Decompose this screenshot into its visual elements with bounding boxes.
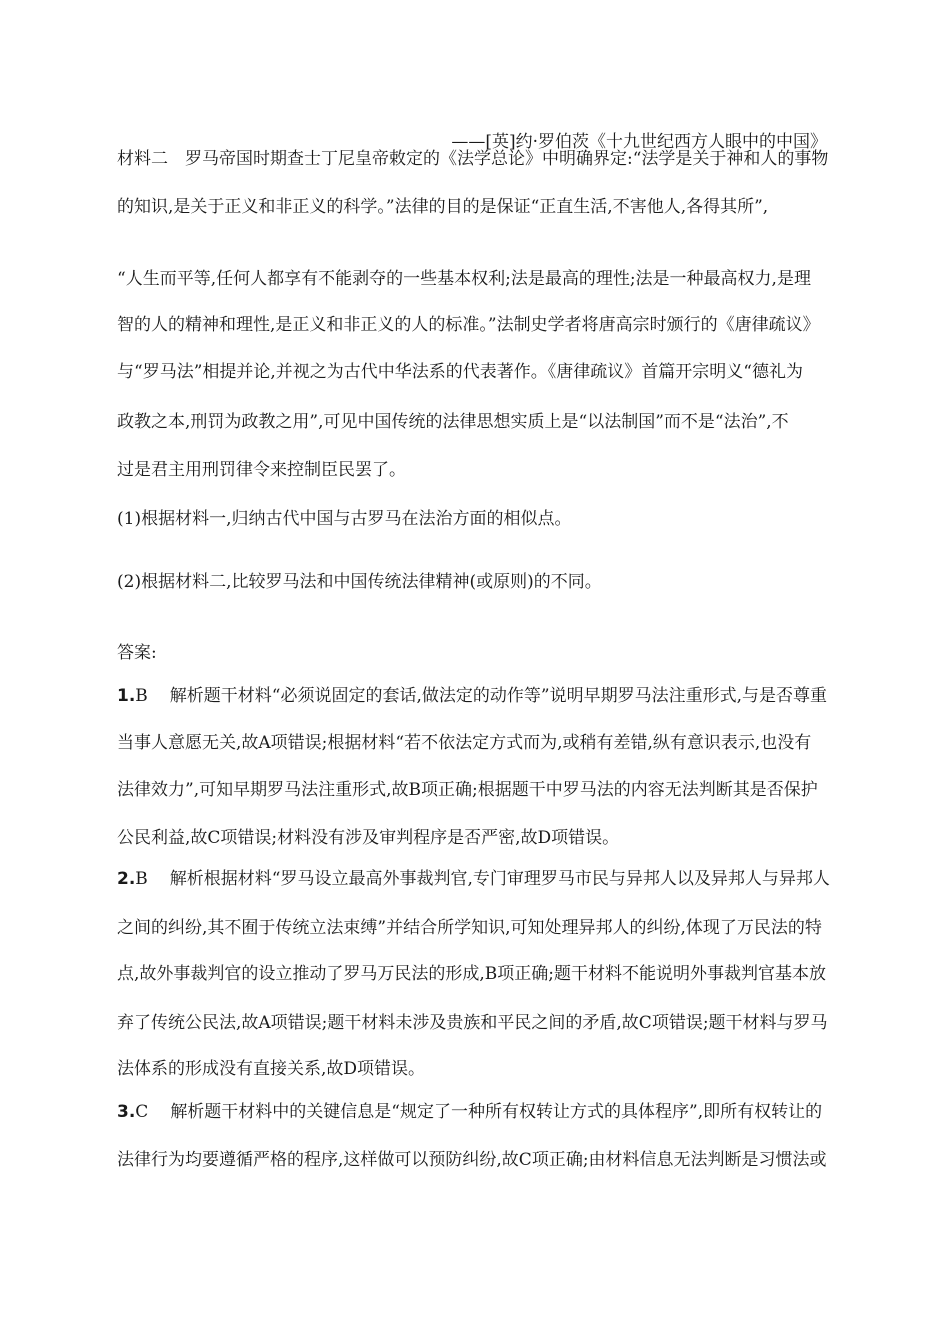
answer-explanation-line: 弃了传统公民法,故A项错误;题干材料未涉及贵族和平民之间的矛盾,故C项错误;题干材料与罗马 <box>117 1013 828 1033</box>
answer-explanation-line: 当事人意愿无关,故A项错误;根据材料“若不依法定方式而为,或稍有差错,纵有意识表示,也没有 <box>117 733 812 753</box>
answer-explanation-line: 解析题干材料“必须说固定的套话,做法定的动作等”说明早期罗马法注重形式,与是否尊重 <box>169 686 827 706</box>
answer-1-first-line <box>117 685 827 707</box>
material-two-line: 智的人的精神和理性,是正义和非正义的人的标准。”法制史学者将唐高宗时颁行的《唐律疏议》 <box>117 315 820 335</box>
answer-number: 1. <box>117 686 136 706</box>
answer-explanation-line: 公民利益,故C项错误;材料没有涉及审判程序是否严密,故D项错误。 <box>117 828 620 848</box>
answer-explanation-line: 法律效力”,可知早期罗马法注重形式,故B项正确;根据题干中罗马法的内容无法判断其是否保护 <box>117 780 818 800</box>
answer-explanation-line: 之间的纠纷,其不囿于传统立法束缚”并结合所学知识,可知处理异邦人的纠纷,体现了万民法的特 <box>117 918 822 938</box>
answers-label: 答案: <box>117 643 157 663</box>
material-two-line: 材料二 罗马帝国时期查士丁尼皇帝敕定的《法学总论》中明确界定:“法学是关于神和人的事物 <box>117 149 829 169</box>
answer-choice: B <box>135 686 148 706</box>
answer-number: 2. <box>117 869 136 889</box>
material-two-line: 的知识,是关于正义和非正义的科学。”法律的目的是保证“正直生活,不害他人,各得其所”, <box>117 197 769 217</box>
source-citation: ——[英]约·罗伯茨《十九世纪西方人眼中的中国》 <box>451 132 827 152</box>
question-one: (1)根据材料一,归纳古代中国与古罗马在法治方面的相似点。 <box>117 509 572 529</box>
material-two-line: 与“罗马法”相提并论,并视之为古代中华法系的代表著作。《唐律疏议》首篇开宗明义“德礼为 <box>117 362 803 382</box>
material-two-line: 政教之本,刑罚为政教之用”,可见中国传统的法律思想实质上是“以法制国”而不是“法治”,不 <box>117 412 789 432</box>
answer-choice: C <box>135 1102 149 1122</box>
answer-explanation-line: 点,故外事裁判官的设立推动了罗马万民法的形成,B项正确;题干材料不能说明外事裁判官基本放 <box>117 964 827 984</box>
material-two-line: 过是君主用刑罚律令来控制臣民罢了。 <box>117 460 406 480</box>
answer-explanation-line: 法律行为均要遵循严格的程序,这样做可以预防纠纷,故C项正确;由材料信息无法判断是习惯法或 <box>117 1150 827 1170</box>
material-two-line: “人生而平等,任何人都享有不能剥夺的一些基本权利;法是最高的理性;法是一种最高权力,是理 <box>117 269 811 289</box>
answer-2-first-line <box>117 868 830 890</box>
answer-explanation-line: 法体系的形成没有直接关系,故D项错误。 <box>117 1059 426 1079</box>
question-two: (2)根据材料二,比较罗马法和中国传统法律精神(或原则)的不同。 <box>117 572 602 592</box>
answer-explanation-line: 解析根据材料“罗马设立最高外事裁判官,专门审理罗马市民与异邦人以及异邦人与异邦人 <box>169 869 830 889</box>
answer-3-first-line <box>117 1101 822 1123</box>
answer-explanation-line: 解析题干材料中的关键信息是“规定了一种所有权转让方式的具体程序”,即所有权转让的 <box>170 1102 823 1122</box>
answer-number: 3. <box>117 1102 136 1122</box>
answer-choice: B <box>135 869 148 889</box>
